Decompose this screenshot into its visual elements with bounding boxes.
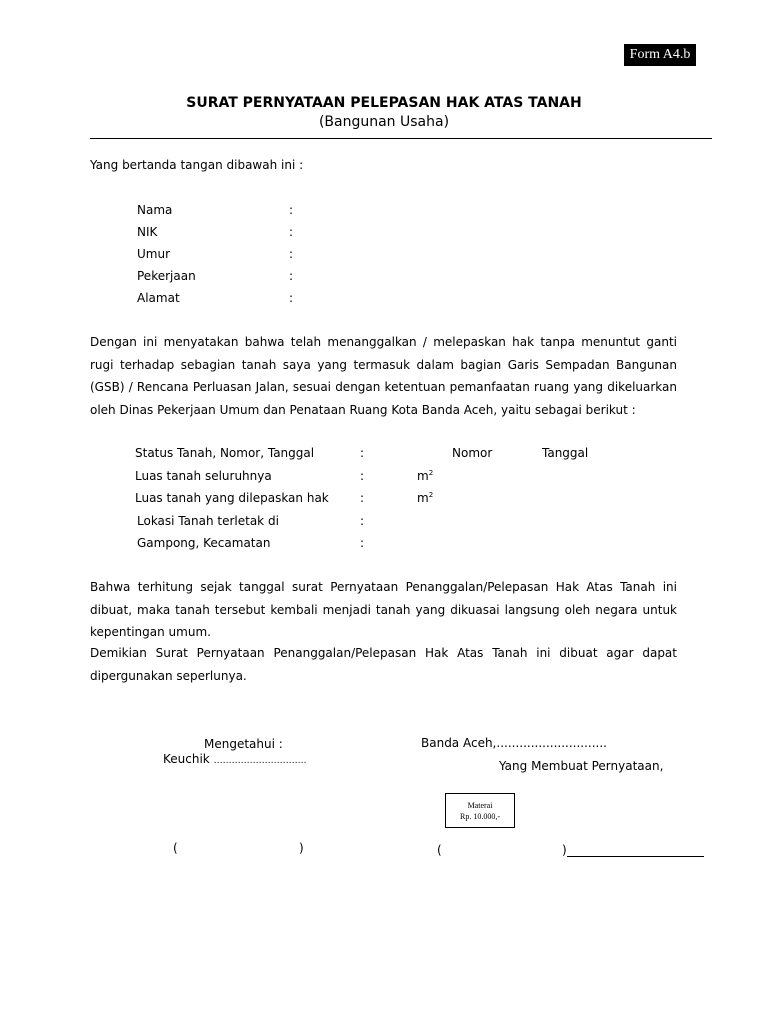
place-date-line: Banda Aceh,............................. — [421, 736, 607, 750]
field-label-pekerjaan: Pekerjaan — [137, 269, 196, 283]
column-label-tanggal: Tanggal — [542, 446, 589, 460]
field-separator: : — [360, 446, 365, 460]
keuchik-line — [163, 752, 306, 766]
intro-text: Yang bertanda tangan dibawah ini : — [90, 158, 304, 172]
field-label-luas-seluruhnya: Luas tanah seluruhnya — [135, 469, 272, 483]
field-label-umur: Umur — [137, 247, 171, 261]
field-label-status-tanah: Status Tanah, Nomor, Tanggal — [135, 446, 315, 460]
ownership-paragraph: Bahwa terhitung sejak tanggal surat Pernyataan Penanggalan/Pelepasan Hak Atas Tanah ini dibuat, maka tanah tersebut kembali menjadi tanah yang dikuasai langsung oleh negara untuk kepentingan umum. — [90, 580, 677, 639]
field-separator: : — [360, 469, 365, 483]
field-separator: : — [289, 291, 294, 305]
field-separator: : — [289, 225, 294, 239]
field-separator: : — [289, 269, 294, 283]
document-title: SURAT PERNYATAAN PELEPASAN HAK ATAS TANAH — [186, 95, 582, 111]
stamp-duty-label: Materai — [467, 800, 493, 810]
closing-paragraph: Demikian Surat Pernyataan Penanggalan/Pelepasan Hak Atas Tanah ini dibuat agar dapat dipergunakan seperlunya. — [90, 646, 677, 683]
title-divider — [90, 138, 712, 139]
stamp-duty-amount: Rp. 10.000,- — [460, 811, 500, 821]
left-signature-paren-open: ( — [173, 841, 178, 855]
field-separator: : — [289, 247, 294, 261]
right-signature-paren-close: ) — [562, 843, 567, 857]
field-label-lokasi-tanah: Lokasi Tanah terletak di — [137, 514, 279, 528]
left-signature-paren-close: ) — [299, 841, 304, 855]
field-label-alamat: Alamat — [137, 291, 180, 305]
field-label-gampong-kecamatan: Gampong, Kecamatan — [137, 536, 271, 550]
field-label-luas-dilepaskan: Luas tanah yang dilepaskan hak — [135, 491, 329, 505]
field-separator: : — [289, 203, 294, 217]
unit-square-meter: $m^2$ — [417, 469, 434, 483]
field-label-nik: NIK — [137, 225, 158, 239]
unit-square-meter: $m^2$ — [417, 491, 434, 505]
stamp-duty-box — [445, 793, 515, 828]
field-label-nama: Nama — [137, 203, 173, 217]
keuchik-dots: …………………………. — [213, 756, 307, 766]
column-label-nomor: Nomor — [452, 446, 493, 460]
keuchik-label: Keuchik — [163, 752, 210, 766]
declarant-role: Yang Membuat Pernyataan, — [499, 759, 664, 773]
field-separator: : — [360, 491, 365, 505]
document-subtitle: (Bangunan Usaha) — [318, 114, 450, 130]
form-code-badge: Form A4.b — [624, 44, 696, 66]
signature-underline — [567, 856, 704, 857]
statement-paragraph: Dengan ini menyatakan bahwa telah menanggalkan / melepaskan hak tanpa menuntut ganti rugi terhadap sebagian tanah saya yang termasuk dalam bagian Garis Sempadan Bangunan (GSB) / Rencana Perluasan Jalan, sesuai dengan ketentuan pemanfaatan ruang yang dikeluarkan oleh Dinas Pekerjaan Umum dan Penataan Ruang Kota Banda Aceh, yaitu sebagai berikut : — [90, 335, 677, 417]
acknowledged-heading: Mengetahui : — [204, 737, 283, 751]
right-signature-paren-open: ( — [437, 843, 442, 857]
field-separator: : — [360, 514, 365, 528]
field-separator: : — [360, 536, 365, 550]
